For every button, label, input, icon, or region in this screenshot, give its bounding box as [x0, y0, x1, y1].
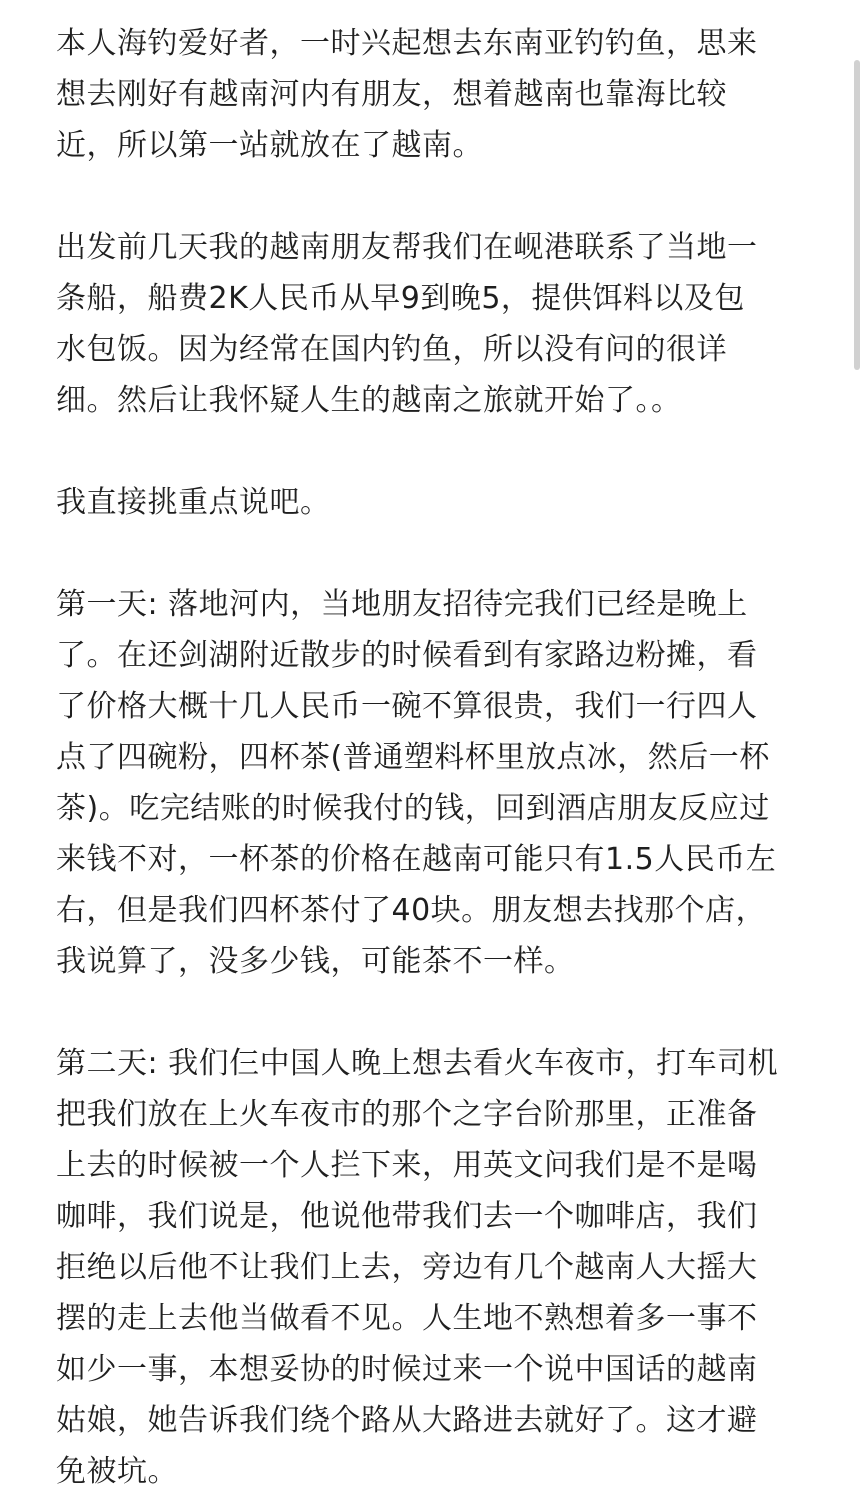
- vertical-scrollbar[interactable]: [854, 60, 860, 370]
- paragraph-intro: 本人海钓爱好者，一时兴起想去东南亚钓钓鱼，思来 想去刚好有越南河内有朋友，想着越南也靠海比较 近，所以第一站就放在了越南。: [56, 26, 758, 163]
- article-body: [56, 18, 808, 1497]
- paragraph-key-points: 我直接挑重点说吧。: [56, 485, 331, 520]
- paragraph-day-one: 第一天: 落地河内，当地朋友招待完我们已经是晚上 了。在还剑湖附近散步的时候看到有家路边粉摊，看 了价格大概十几人民币一碗不算很贵，我们一行四人 点了四碗粉，四杯茶(普通塑料杯里放点冰，然后一杯 茶)。吃完结账的时候我付的钱，回到酒店朋友反应过 来钱不对，一杯茶的价格在越南可能只有1.5人民币左 右，但是我们四杯茶付了40块。朋友想去找那个店， 我说算了，没多少钱，可能茶不一样。: [56, 587, 777, 979]
- paragraph-day-two: 第二天: 我们仨中国人晚上想去看火车夜市，打车司机 把我们放在上火车夜市的那个之字台阶那里，正准备 上去的时候被一个人拦下来，用英文问我们是不是喝 咖啡，我们说是，他说他带我们去一个咖啡店，我们 拒绝以后他不让我们上去，旁边有几个越南人大摇大 摆的走上去他当做看不见。人生地不熟想着多一事不 如少一事，本想妥协的时候过来一个说中国话的越南 姑娘，她告诉我们绕个路从大路进去就好了。这才避 免被坑。: [56, 1046, 779, 1489]
- paragraph-departure: 出发前几天我的越南朋友帮我们在岘港联系了当地一 条船，船费2K人民币从早9到晚5，提供饵料以及包 水包饭。因为经常在国内钓鱼，所以没有问的很详 细。然后让我怀疑人生的越南之旅就开始了。。: [56, 230, 758, 418]
